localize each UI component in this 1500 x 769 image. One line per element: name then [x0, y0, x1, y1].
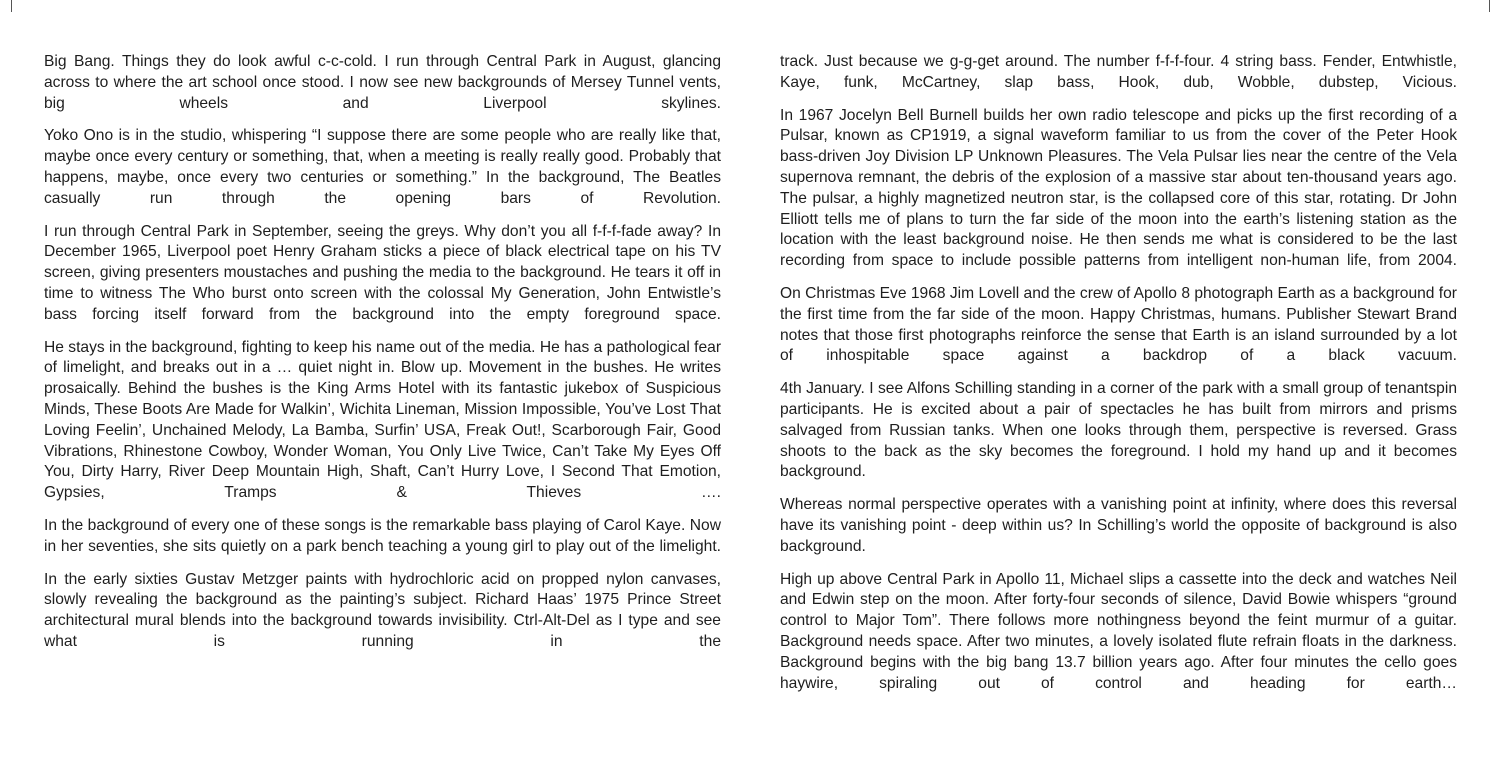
- crop-mark-left: [11, 0, 12, 12]
- left-paragraph-2: Yoko Ono is in the studio, whispering “I suppose there are some people who are really like that, maybe once every century or something, that, when a meeting is really really good. Probably that happens, maybe, once every two centuries or something.” In the background, The Beatles casually run through the opening bars of Revolution.: [44, 127, 721, 207]
- left-paragraph-5: In the background of every one of these songs is the remarkable bass playing of Carol Kaye. Now in her seventies, she sits quietly on a park bench teaching a young girl to play out of the limelight.: [44, 516, 721, 555]
- left-text-column: [44, 52, 721, 665]
- right-paragraph-6: High up above Central Park in Apollo 11, Michael slips a cassette into the deck and watches Neil and Edwin step on the moon. After forty-four seconds of silence, David Bowie whispers “ground control to Major Tom”. There follows more nothingness beyond the feint murmur of a guitar. Background needs space. After two minutes, a lovely isolated flute refrain floats in the darkness. Background begins with the big bang 13.7 billion years ago. After four minutes the cello goes haywire, spiraling out of control and heading for earth…: [780, 570, 1457, 692]
- right-paragraph-1: track. Just because we g-g-get around. The number f-f-f-four. 4 string bass. Fender, Entwhistle, Kaye, funk, McCartney, slap bass, Hook, dub, Wobble, dubstep, Vicious.: [780, 53, 1457, 91]
- crop-mark-right: [1489, 0, 1490, 12]
- right-paragraph-3: On Christmas Eve 1968 Jim Lovell and the crew of Apollo 8 photograph Earth as a background for the first time from the far side of the moon. Happy Christmas, humans. Publisher Stewart Brand notes that those first photographs reinforce the sense that Earth is an island surrounded by a lot of inhospitable space against a backdrop of a black vacuum.: [780, 284, 1457, 365]
- right-text-column: [780, 52, 1457, 706]
- left-paragraph-1: Big Bang. Things they do look awful c-c-cold. I run through Central Park in August, glancing across to where the art school once stood. I now see new backgrounds of Mersey Tunnel vents, big wheels and Liverpool skylines.: [44, 53, 721, 112]
- right-paragraph-4: 4th January. I see Alfons Schilling standing in a corner of the park with a small group of tenantspin participants. He is excited about a pair of spectacles he has built from mirrors and prisms salvaged from Russian tanks. When one looks through them, perspective is reversed. Grass shoots to the back as the sky becomes the foreground. I hold my hand up and it becomes background.: [780, 380, 1457, 481]
- right-paragraph-2: In 1967 Jocelyn Bell Burnell builds her own radio telescope and picks up the first recording of a Pulsar, known as CP1919, a signal waveform familiar to us from the cover of the Peter Hook bass-driven Joy Division LP Unknown Pleasures. The Vela Pulsar lies near the centre of the Vela supernova remnant, the debris of the explosion of a massive star about ten-thousand years ago. The pulsar, a highly magnetized neutron star, is the collapsed core of this star, rotating. Dr John Elliott tells me of plans to turn the far side of the moon into the earth’s listening station as the location with the least background noise. He then sends me what is considered to be the last recording from space to include possible patterns from intelligent non-human life, from 2004.: [780, 106, 1457, 270]
- right-paragraph-5: Whereas normal perspective operates with a vanishing point at infinity, where does this reversal have its vanishing point - deep within us? In Schilling’s world the opposite of background is also background.: [780, 496, 1457, 555]
- left-paragraph-6: In the early sixties Gustav Metzger paints with hydrochloric acid on propped nylon canvases, slowly revealing the background as the painting’s subject. Richard Haas’ 1975 Prince Street architectural mural blends into the background towards invisibility. Ctrl-Alt-Del as I type and see what is running in the: [44, 570, 721, 650]
- left-paragraph-4: He stays in the background, fighting to keep his name out of the media. He has a pathological fear of limelight, and breaks out in a … quiet night in. Blow up. Movement in the bushes. He writes prosaically. Behind the bushes is the King Arms Hotel with its fantastic jukebox of Suspicious Minds, These Boots Are Made for Walkin’, Wichita Lineman, Mission Impossible, You’ve Lost That Loving Feelin’, Unchained Melody, La Bamba, Surfin’ USA, Freak Out!, Scarborough Fair, Good Vibrations, Rhinestone Cowboy, Wonder Woman, You Only Live Twice, Can’t Take My Eyes Off You, Dirty Harry, River Deep Mountain High, Shaft, Can’t Hurry Love, I Second That Emotion, Gypsies, Tramps & Thieves ….: [44, 338, 722, 502]
- left-paragraph-3: I run through Central Park in September, seeing the greys. Why don’t you all f-f-f-fade away? In December 1965, Liverpool poet Henry Graham sticks a piece of black electrical tape on his TV screen, giving presenters moustaches and pushing the media to the background. He tears it off in time to witness The Who burst onto screen with the colossal My Generation, John Entwistle’s bass forcing itself forward from the background into the empty foreground space.: [44, 222, 721, 323]
